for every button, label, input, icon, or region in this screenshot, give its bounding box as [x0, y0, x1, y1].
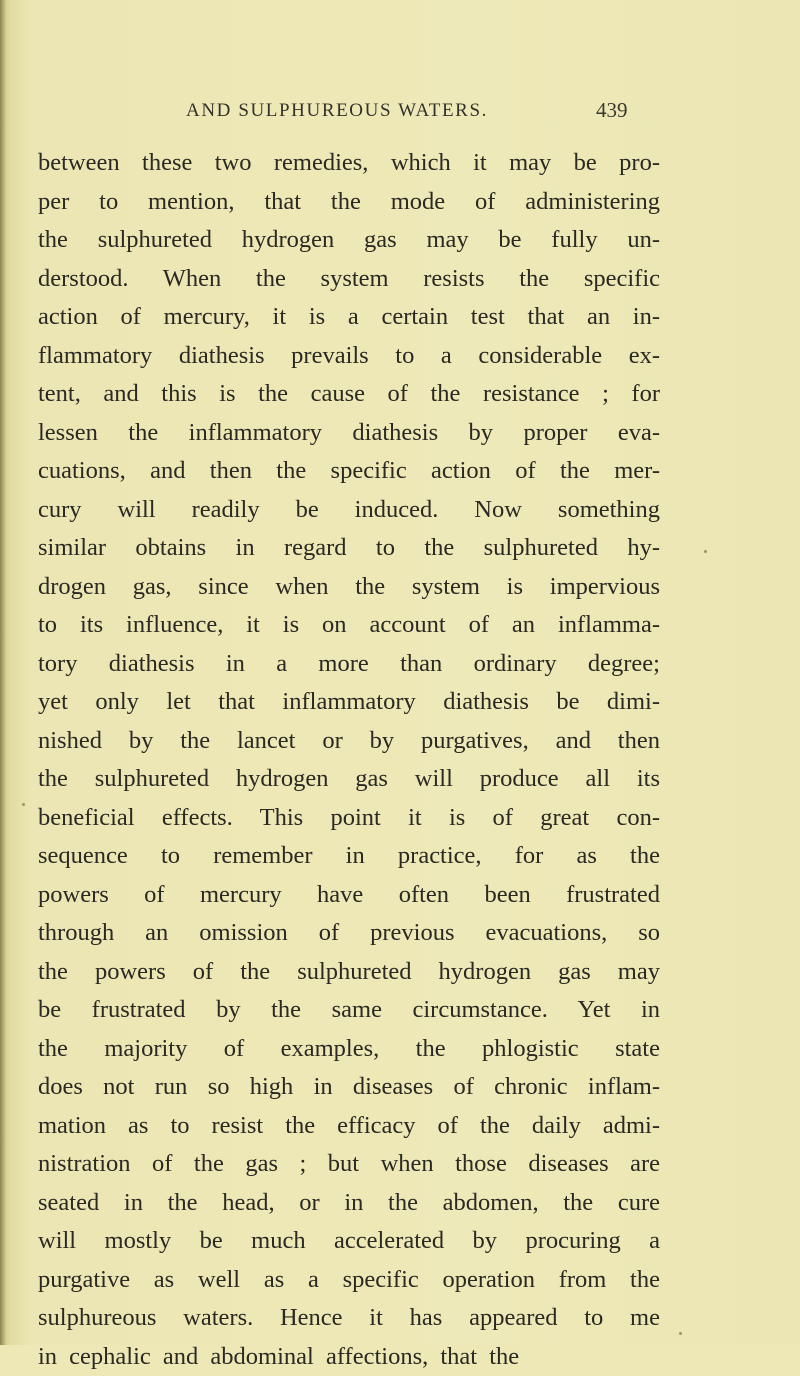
text-line: to its influence, it is on account of an inflamma-	[38, 606, 660, 645]
text-line: drogen gas, since when the system is impervious	[38, 568, 660, 607]
paper-speck	[22, 803, 25, 806]
text-line: between these two remedies, which it may be pro-	[38, 144, 660, 183]
page-binding-edge	[0, 0, 6, 1345]
text-line: be frustrated by the same circumstance. Yet in	[38, 991, 660, 1030]
text-line: cuations, and then the specific action of the mer-	[38, 452, 660, 491]
text-line: the sulphureted hydrogen gas may be fully un-	[38, 221, 660, 260]
text-line: the majority of examples, the phlogistic state	[38, 1030, 660, 1069]
text-line: tory diathesis in a more than ordinary degree;	[38, 645, 660, 684]
paper-speck	[679, 1332, 682, 1335]
text-line: seated in the head, or in the abdomen, the cure	[38, 1184, 660, 1223]
text-line: will mostly be much accelerated by procuring a	[38, 1222, 660, 1261]
text-line: does not run so high in diseases of chronic inflam-	[38, 1068, 660, 1107]
text-line: lessen the inflammatory diathesis by proper eva-	[38, 414, 660, 453]
text-line: flammatory diathesis prevails to a considerable ex-	[38, 337, 660, 376]
text-line: the sulphureted hydrogen gas will produce all its	[38, 760, 660, 799]
body-text	[38, 144, 660, 1376]
page-number: 439	[596, 98, 628, 123]
text-line: action of mercury, it is a certain test that an in-	[38, 298, 660, 337]
text-line: cury will readily be induced. Now something	[38, 491, 660, 530]
text-line: beneficial effects. This point it is of great con-	[38, 799, 660, 838]
text-line: sulphureous waters. Hence it has appeared to me	[38, 1299, 660, 1338]
text-line: yet only let that inflammatory diathesis be dimi-	[38, 683, 660, 722]
text-line: through an omission of previous evacuations, so	[38, 914, 660, 953]
text-line: nished by the lancet or by purgatives, and then	[38, 722, 660, 761]
text-line: similar obtains in regard to the sulphureted hy-	[38, 529, 660, 568]
text-line: sequence to remember in practice, for as the	[38, 837, 660, 876]
text-line: in cephalic and abdominal affections, that the	[38, 1338, 660, 1376]
text-line: tent, and this is the cause of the resistance ; for	[38, 375, 660, 414]
text-line: derstood. When the system resists the specific	[38, 260, 660, 299]
running-head	[0, 100, 800, 130]
paper-speck	[704, 550, 707, 553]
text-line: per to mention, that the mode of administering	[38, 183, 660, 222]
text-line: powers of mercury have often been frustrated	[38, 876, 660, 915]
text-line: purgative as well as a specific operation from the	[38, 1261, 660, 1300]
text-line: the powers of the sulphureted hydrogen gas may	[38, 953, 660, 992]
running-title: AND SULPHUREOUS WATERS.	[186, 100, 488, 122]
text-line: nistration of the gas ; but when those diseases are	[38, 1145, 660, 1184]
text-line: mation as to resist the efficacy of the daily admi-	[38, 1107, 660, 1146]
